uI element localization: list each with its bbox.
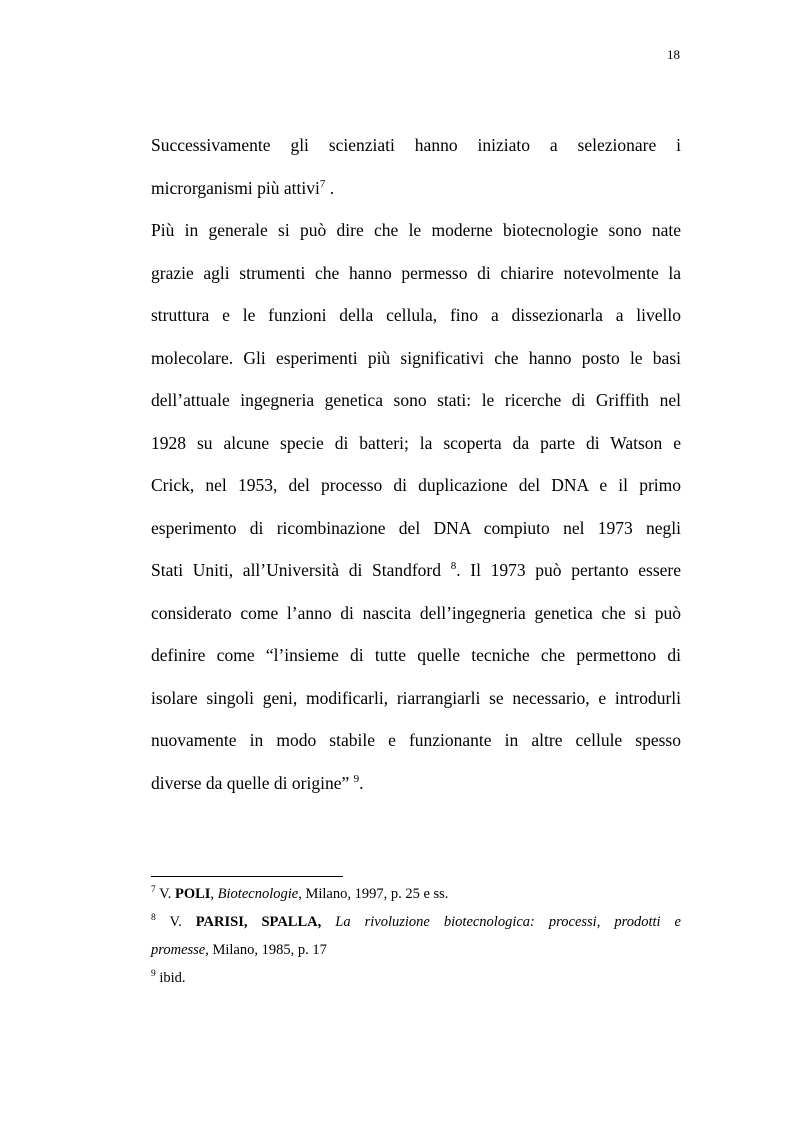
footnote-text: , bbox=[210, 886, 218, 902]
footnote-text: V. bbox=[155, 886, 175, 902]
body-line: struttura e le funzioni della cellula, fino a dissezionarla a livello bbox=[151, 305, 681, 325]
footnote-number: 9 bbox=[151, 969, 156, 979]
footnote-title: promesse bbox=[151, 942, 206, 958]
page-number: 18 bbox=[667, 47, 680, 62]
body-line-text: . bbox=[359, 772, 364, 793]
body-line-text: diverse da quelle di origine” bbox=[151, 772, 354, 793]
body-line: Successivamente gli scienziati hanno iniziato a selezionare i bbox=[151, 135, 681, 155]
footnote-8 bbox=[151, 908, 681, 936]
footnote-number: 8 bbox=[151, 913, 156, 923]
footnote-7 bbox=[151, 880, 681, 908]
body-line: grazie agli strumenti che hanno permesso di chiarire notevolmente la bbox=[151, 262, 681, 283]
body-line-text: microrganismi più attivi bbox=[151, 177, 320, 198]
body-line: nuovamente in modo stabile e funzionante in altre cellule spesso bbox=[151, 730, 681, 750]
body-line-text: Stati Uniti, all’Università di Standford bbox=[151, 560, 451, 580]
body-line-text: . Il 1973 può pertanto essere bbox=[456, 560, 681, 580]
body-line-text: . bbox=[325, 177, 335, 198]
body-line: Crick, nel 1953, del processo di duplicazione del DNA e il primo bbox=[151, 475, 681, 495]
body-line: molecolare. Gli esperimenti più significativi che hanno posto le basi bbox=[151, 347, 681, 368]
footnote-8-continued bbox=[151, 936, 681, 964]
body-line: Più in generale si può dire che le moderne biotecnologie sono nate bbox=[151, 220, 681, 240]
footnote-9 bbox=[151, 964, 681, 992]
footnote-separator bbox=[151, 876, 343, 877]
footnote-text: , Milano, 1997, p. 25 e ss. bbox=[298, 886, 449, 902]
footnote-author: POLI bbox=[174, 886, 211, 902]
body-line bbox=[151, 167, 681, 210]
body-line bbox=[151, 762, 681, 805]
footnote-text bbox=[321, 914, 335, 930]
footnote-text: ibid. bbox=[155, 970, 186, 986]
body-line: esperimento di ricombinazione del DNA compiuto nel 1973 negli bbox=[151, 517, 681, 538]
footnote-number: 7 bbox=[151, 885, 156, 895]
footnote-title: La rivoluzione biotecnologica: processi, prodotti e bbox=[335, 914, 681, 930]
footnote-ref: 7 bbox=[319, 177, 326, 190]
body-text bbox=[151, 124, 681, 804]
body-line bbox=[151, 549, 681, 592]
footnote-text: V. bbox=[155, 914, 196, 930]
body-line: isolare singoli geni, modificarli, riarrangiarli se necessario, e introdurli bbox=[151, 687, 681, 708]
body-line: definire come “l’insieme di tutte quelle tecniche che permettono di bbox=[151, 645, 681, 665]
body-line: dell’attuale ingegneria genetica sono stati: le ricerche di Griffith nel bbox=[151, 390, 681, 410]
footnote-title: Biotecnologie bbox=[217, 886, 299, 902]
footnote-text: , Milano, 1985, p. 17 bbox=[205, 942, 327, 958]
body-line: 1928 su alcune specie di batteri; la scoperta da parte di Watson e bbox=[151, 432, 681, 453]
footnote-ref: 9 bbox=[353, 772, 360, 785]
footnotes bbox=[151, 880, 681, 992]
footnote-ref: 8 bbox=[450, 560, 457, 572]
body-line: considerato come l’anno di nascita dell’ingegneria genetica che si può bbox=[151, 602, 681, 623]
footnote-author: PARISI, SPALLA, bbox=[195, 914, 322, 930]
